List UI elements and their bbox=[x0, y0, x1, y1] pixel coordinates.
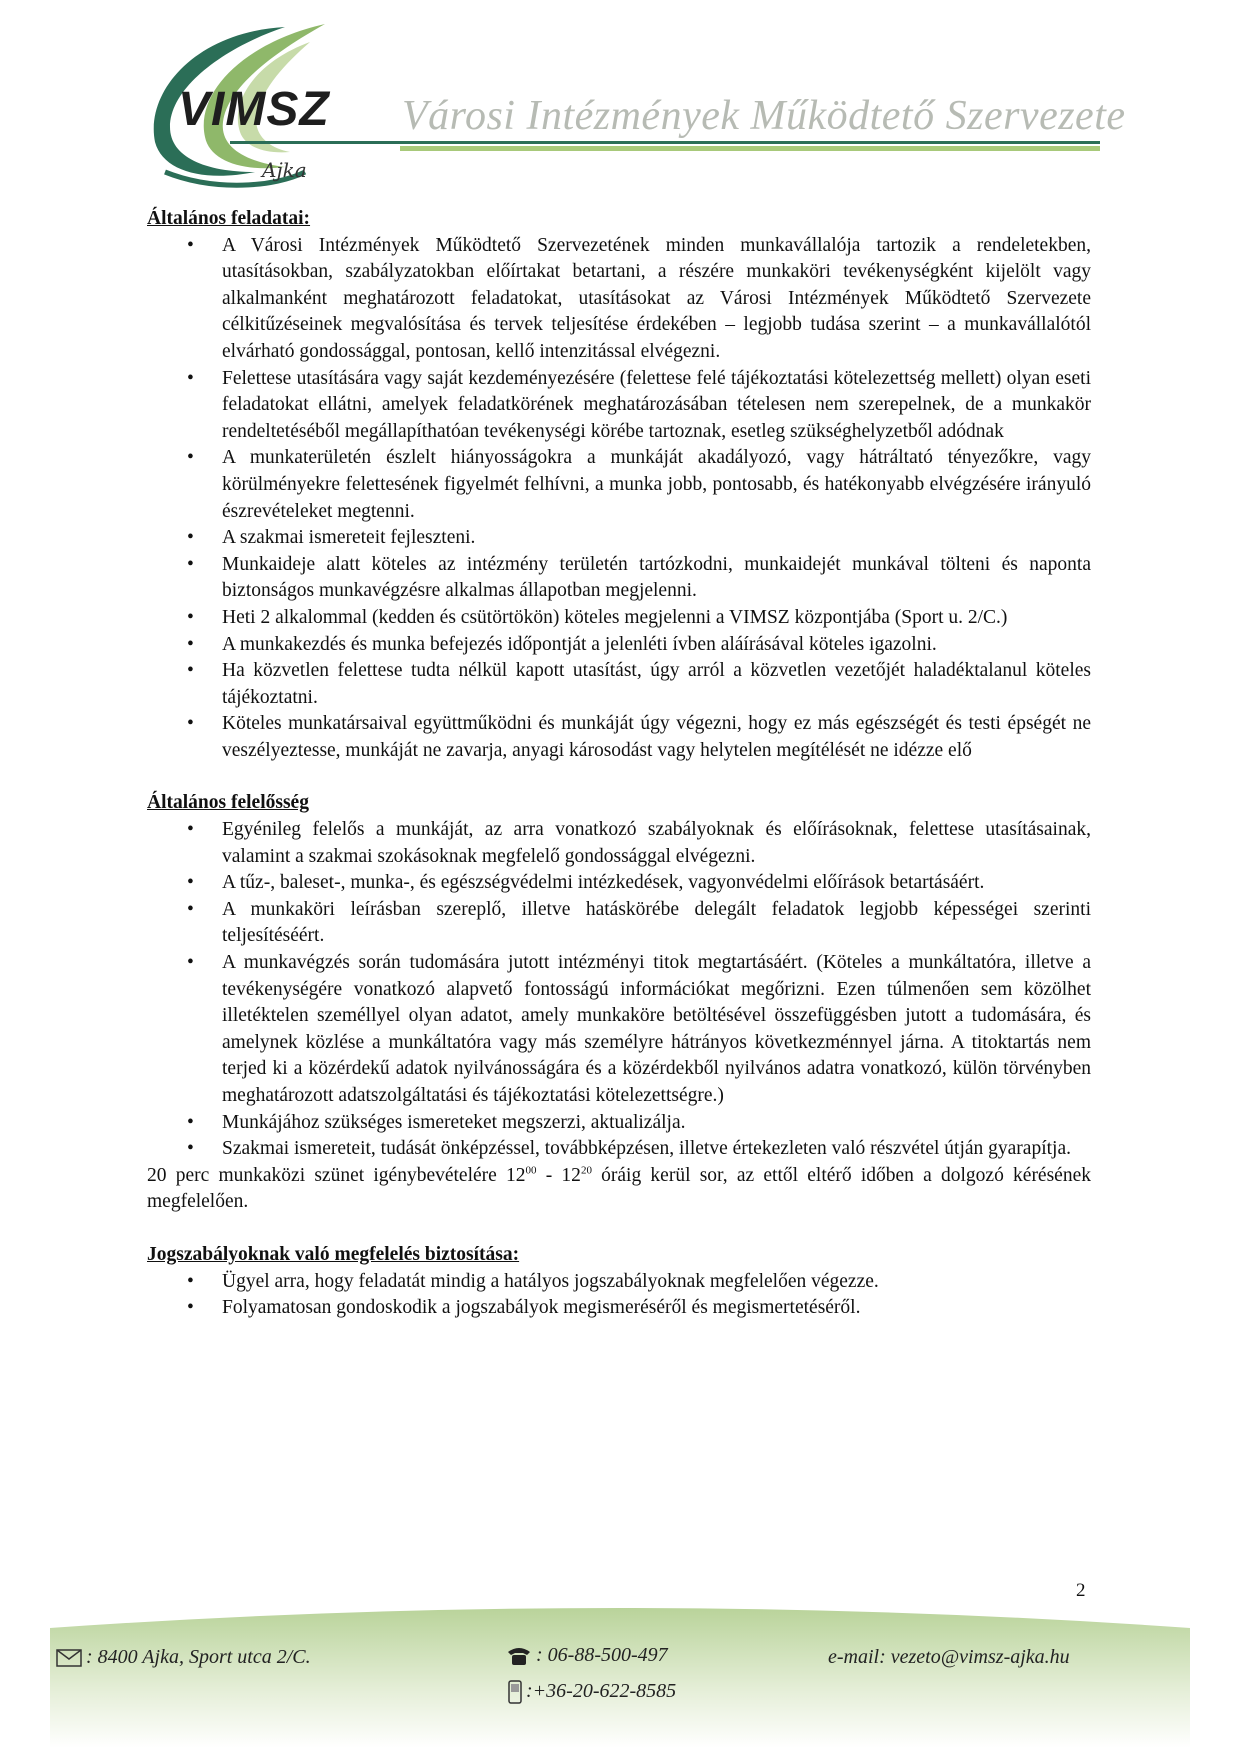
bullet-icon: • bbox=[187, 660, 194, 682]
break-time-paragraph: 20 perc munkaközi szünet igénybevételére $12^{00} - 12^{20}$ óráig kerül sor, az ettől eltérő időben a dolgozó kérésének megfelelően. bbox=[147, 1164, 1091, 1213]
bullet-icon: • bbox=[187, 1297, 194, 1319]
list-item: • Munkaideje alatt köteles az intézmény területén tartózkodni, munkaidejét munkával tölteni és naponta biztonságos munkavégzésre alkalmas állapotban megjelenni. bbox=[187, 553, 1091, 602]
general-responsibility-list bbox=[147, 817, 1091, 1163]
bullet-icon: • bbox=[187, 952, 194, 974]
list-item: • A tűz-, baleset-, munka-, és egészségvédelmi intézkedések, vagyonvédelmi előírások betartásáért. bbox=[147, 870, 1091, 897]
mobile-phone-icon bbox=[508, 1680, 522, 1704]
bullet-icon: • bbox=[187, 447, 194, 469]
footer-background bbox=[50, 1598, 1190, 1748]
page-number: 2 bbox=[1076, 1580, 1086, 1601]
footer-mobile: :+36-20-622-8585 bbox=[508, 1680, 676, 1704]
list-item: • Folyamatosan gondoskodik a jogszabályok megismeréséről és megismertetéséről. bbox=[147, 1295, 1091, 1322]
list-item: • Szakmai ismereteit, tudását önképzéssel, továbbképzésen, illetve értekezleten való részvétel útján gyarapítja. bbox=[147, 1136, 1091, 1163]
list-item: • A munkaterületén észlelt hiányosságokra a munkáját akadályozó, vagy hátráltató tényezőkre, vagy körülményekre felettesének figyelmét felhívni, a munka jobb, pontosabb, és hatékonyabb elvégzésére irányuló észrevételeket megtenni. bbox=[187, 447, 1091, 522]
bullet-icon: • bbox=[187, 898, 194, 920]
document-body bbox=[147, 206, 1091, 1322]
list-item: • Köteles munkatársaival együttműködni és munkáját úgy végezni, hogy ez más egészségét és testi épségét ne veszélyeztesse, munkáját ne zavarja, anyagi károsodást vagy helytelen megítélését ne idézze elő bbox=[187, 713, 1091, 761]
list-item: • Ha közvetlen felettese tudta nélkül kapott utasítást, úgy arról a közvetlen vezetőjét haladéktalanul köteles tájékoztatni. bbox=[187, 660, 1091, 708]
bullet-icon: • bbox=[187, 553, 194, 575]
list-item: • Munkájához szükséges ismereteket megszerzi, aktualizálja. bbox=[147, 1110, 1091, 1137]
bullet-icon: • bbox=[187, 606, 194, 628]
spacer bbox=[147, 764, 1091, 790]
bullet-icon: • bbox=[187, 234, 194, 256]
footer-phone: : 06-88-500-497 bbox=[506, 1644, 668, 1667]
bullet-icon: • bbox=[187, 819, 194, 841]
list-item: • A Városi Intézmények Működtető Szervezetének minden munkavállalója tartozik a rendeletekben, utasításokban, szabályzatokban előírtakat betartani, a részére munkaköri tevékenységként kijelölt vagy alkalmanként meghatározott feladatokat, utasításokat az Városi Intézmények Működtető Szervezete célkitűzéseinek megvalósítása és tervek teljesítése érdekében – legjobb tudása szerint – a munkavállalótól elvárható gondossággal, pontosan, kellő intenzitással elvégezni. bbox=[187, 234, 1091, 362]
logo-wordmark: VIMSZ bbox=[178, 83, 330, 136]
envelope-icon bbox=[56, 1649, 82, 1667]
general-tasks-list bbox=[147, 233, 1091, 765]
bullet-icon: • bbox=[187, 1138, 194, 1160]
page-footer bbox=[50, 1598, 1190, 1748]
header-rule bbox=[230, 141, 1100, 144]
logo-city: Ajka bbox=[262, 158, 307, 182]
section-title-compliance: Jogszabályoknak való megfelelés biztosítása: bbox=[147, 1243, 520, 1265]
footer-email: e-mail: vezeto@vimsz-ajka.hu bbox=[828, 1646, 1070, 1668]
bullet-icon: • bbox=[187, 527, 194, 549]
bullet-icon: • bbox=[187, 633, 194, 655]
list-item: • Ügyel arra, hogy feladatát mindig a hatályos jogszabályoknak megfelelően végezze. bbox=[147, 1269, 1091, 1296]
list-item: • A munkavégzés során tudomására jutott intézményi titok megtartásáért. (Köteles a munkáltatóra, illetve a tevékenységére vonatkozó alapvető fontosságú információkat megőrizni. Ezen túlmenően sem közölhet illetéktelen személlyel olyan adatot, amely munkaköre betöltésével összefüggésben jutott a tudomására, és amelynek közlése a munkáltatóra vagy más személyre hátrányos következménnyel járna. A titoktartás nem terjed ki a közérdekű adatok nyilvánosságára és a közérdekből nyilvános adatra vonatkozó, külön törvényben meghatározott adatszolgáltatási és tájékoztatási kötelezettségre.) bbox=[187, 952, 1091, 1106]
list-item: • A munkakezdés és munka befejezés időpontját a jelenléti ívben aláírásával köteles igazolni. bbox=[147, 632, 1091, 659]
header-rule-accent bbox=[400, 146, 1100, 151]
organization-title: Városi Intézmények Működtető Szervezete bbox=[402, 93, 1126, 139]
list-item: • Egyénileg felelős a munkáját, az arra vonatkozó szabályoknak és előírásoknak, felettese utasításainak, valamint a szakmai szokásoknak megfelelő gondossággal elvégezni. bbox=[187, 819, 1091, 867]
bullet-icon: • bbox=[187, 1270, 194, 1292]
compliance-list bbox=[147, 1269, 1091, 1322]
bullet-icon: • bbox=[187, 367, 194, 389]
footer-address: : 8400 Ajka, Sport utca 2/C. bbox=[56, 1646, 311, 1669]
list-item: • A szakmai ismereteit fejleszteni. bbox=[147, 525, 1091, 552]
page-header bbox=[0, 0, 1240, 200]
bullet-icon: • bbox=[187, 713, 194, 735]
list-item: • Heti 2 alkalommal (kedden és csütörtökön) köteles megjelenni a VIMSZ központjába (Sport u. 2/C.) bbox=[147, 605, 1091, 632]
spacer bbox=[147, 1216, 1091, 1242]
bullet-icon: • bbox=[187, 1111, 194, 1133]
bullet-icon: • bbox=[187, 872, 194, 894]
section-title-general-responsibility: Általános felelősség bbox=[147, 792, 309, 814]
list-item: • Felettese utasítására vagy saját kezdeményezésére (felettese felé tájékoztatási kötelezettség mellett) olyan eseti feladatokat ellátni, amelyek feladatkörének meghatározásában tételesen nem szerepelnek, de a munkakör rendeltetéséből megállapíthatóan tevékenységi körébe tartoznak, esetleg szükséghelyzetből adódnak bbox=[187, 367, 1091, 442]
list-item: • A munkaköri leírásban szereplő, illetve hatáskörébe delegált feladatok legjobb képességei szerinti teljesítéséért. bbox=[187, 898, 1091, 947]
telephone-icon bbox=[506, 1646, 532, 1666]
section-title-general-tasks: Általános feladatai: bbox=[147, 208, 311, 229]
